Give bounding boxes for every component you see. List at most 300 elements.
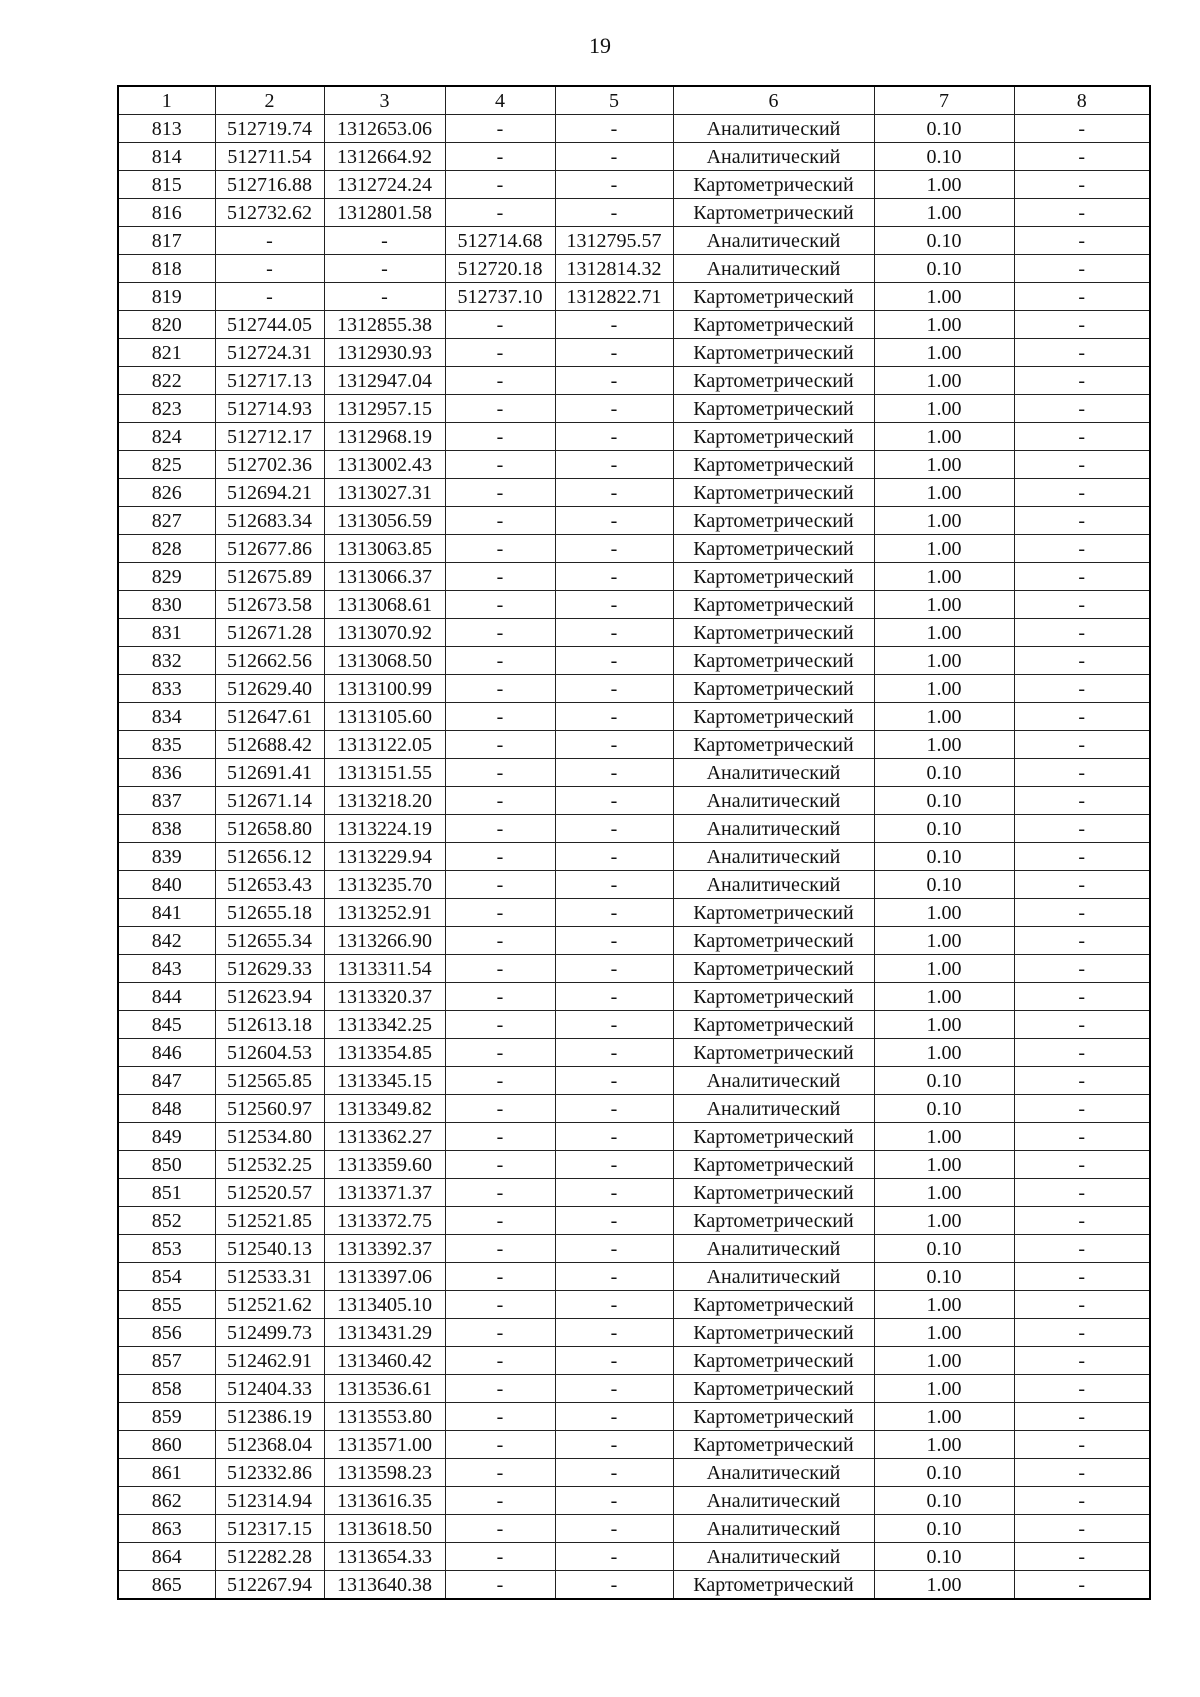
table-cell-col1: 838 (118, 815, 215, 843)
table-cell-col8: - (1014, 619, 1150, 647)
table-cell-col2: 512744.05 (215, 311, 324, 339)
table-cell-col1: 833 (118, 675, 215, 703)
table-cell-col6: Аналитический (673, 759, 874, 787)
table-cell-col5: - (555, 1431, 673, 1459)
table-row (118, 115, 1150, 143)
table-cell-col3: 1313311.54 (324, 955, 445, 983)
table-cell-col2: 512691.41 (215, 759, 324, 787)
table-row (118, 871, 1150, 899)
table-cell-col5: 1312814.32 (555, 255, 673, 283)
table-cell-col2: 512314.94 (215, 1487, 324, 1515)
table-cell-col7: 1.00 (874, 591, 1014, 619)
table-cell-col5: - (555, 1291, 673, 1319)
table-cell-col7: 1.00 (874, 1347, 1014, 1375)
table-cell-col1: 853 (118, 1235, 215, 1263)
table-cell-col8: - (1014, 115, 1150, 143)
table-cell-col2: 512629.40 (215, 675, 324, 703)
table-cell-col3: 1313392.37 (324, 1235, 445, 1263)
table-cell-col2: 512662.56 (215, 647, 324, 675)
table-cell-col6: Аналитический (673, 1543, 874, 1571)
table-cell-col7: 0.10 (874, 1515, 1014, 1543)
table-cell-col8: - (1014, 1235, 1150, 1263)
table-cell-col5: - (555, 731, 673, 759)
table-cell-col8: - (1014, 563, 1150, 591)
table-cell-col7: 1.00 (874, 1123, 1014, 1151)
table-cell-col3: 1313345.15 (324, 1067, 445, 1095)
table-cell-col4: 512720.18 (445, 255, 555, 283)
table-cell-col5: - (555, 1179, 673, 1207)
table-cell-col6: Картометрический (673, 1179, 874, 1207)
table-cell-col8: - (1014, 1011, 1150, 1039)
table-cell-col4: - (445, 1515, 555, 1543)
table-cell-col5: - (555, 507, 673, 535)
table-cell-col8: - (1014, 703, 1150, 731)
table-cell-col7: 0.10 (874, 115, 1014, 143)
table-cell-col4: 512714.68 (445, 227, 555, 255)
table-cell-col1: 814 (118, 143, 215, 171)
table-cell-col3: 1313063.85 (324, 535, 445, 563)
table-cell-col2: 512694.21 (215, 479, 324, 507)
table-cell-col4: - (445, 675, 555, 703)
table-cell-col4: - (445, 1123, 555, 1151)
table-cell-col6: Картометрический (673, 283, 874, 311)
table-cell-col2: 512532.25 (215, 1151, 324, 1179)
table-cell-col7: 1.00 (874, 899, 1014, 927)
table-cell-col2: 512462.91 (215, 1347, 324, 1375)
table-cell-col3: 1313354.85 (324, 1039, 445, 1067)
table-cell-col3: - (324, 227, 445, 255)
table-cell-col5: - (555, 311, 673, 339)
table-cell-col1: 840 (118, 871, 215, 899)
table-cell-col4: - (445, 591, 555, 619)
table-cell-col7: 0.10 (874, 871, 1014, 899)
table-cell-col2: 512521.62 (215, 1291, 324, 1319)
table-cell-col7: 0.10 (874, 759, 1014, 787)
table-cell-col5: - (555, 1375, 673, 1403)
table-cell-col7: 0.10 (874, 143, 1014, 171)
table-cell-col3: - (324, 283, 445, 311)
table-cell-col4: - (445, 1263, 555, 1291)
table-cell-col7: 1.00 (874, 367, 1014, 395)
coordinates-table (117, 85, 1151, 1600)
table-cell-col8: - (1014, 1487, 1150, 1515)
table-cell-col1: 849 (118, 1123, 215, 1151)
table-cell-col5: - (555, 1571, 673, 1600)
table-cell-col5: - (555, 535, 673, 563)
table-row (118, 1403, 1150, 1431)
table-row (118, 815, 1150, 843)
table-cell-col6: Картометрический (673, 1375, 874, 1403)
table-cell-col4: - (445, 507, 555, 535)
table-cell-col7: 1.00 (874, 1011, 1014, 1039)
table-cell-col5: - (555, 1235, 673, 1263)
table-cell-col6: Картометрический (673, 367, 874, 395)
table-cell-col8: - (1014, 871, 1150, 899)
table-cell-col4: - (445, 367, 555, 395)
table-cell-col2: 512673.58 (215, 591, 324, 619)
table-cell-col6: Аналитический (673, 1095, 874, 1123)
table-row (118, 591, 1150, 619)
table-cell-col8: - (1014, 227, 1150, 255)
table-cell-col1: 823 (118, 395, 215, 423)
table-cell-col2: 512717.13 (215, 367, 324, 395)
table-cell-col6: Картометрический (673, 1207, 874, 1235)
table-cell-col4: - (445, 339, 555, 367)
table-cell-col1: 863 (118, 1515, 215, 1543)
table-cell-col7: 0.10 (874, 1235, 1014, 1263)
table-cell-col2: 512656.12 (215, 843, 324, 871)
table-cell-col8: - (1014, 1319, 1150, 1347)
table-cell-col8: - (1014, 1431, 1150, 1459)
table-cell-col5: - (555, 423, 673, 451)
table-cell-col3: 1312801.58 (324, 199, 445, 227)
table-cell-col7: 1.00 (874, 1151, 1014, 1179)
table-cell-col2: 512716.88 (215, 171, 324, 199)
table-cell-col4: - (445, 871, 555, 899)
table-cell-col8: - (1014, 199, 1150, 227)
table-cell-col7: 0.10 (874, 1543, 1014, 1571)
table-cell-col7: 1.00 (874, 955, 1014, 983)
table-row (118, 1207, 1150, 1235)
column-header-2: 2 (215, 86, 324, 115)
table-cell-col1: 845 (118, 1011, 215, 1039)
table-cell-col5: - (555, 1319, 673, 1347)
table-cell-col7: 1.00 (874, 479, 1014, 507)
table-cell-col4: - (445, 731, 555, 759)
table-cell-col7: 0.10 (874, 1459, 1014, 1487)
table-cell-col8: - (1014, 983, 1150, 1011)
table-cell-col2: 512702.36 (215, 451, 324, 479)
table-cell-col8: - (1014, 1179, 1150, 1207)
table-cell-col7: 1.00 (874, 675, 1014, 703)
table-cell-col2: 512714.93 (215, 395, 324, 423)
table-cell-col1: 858 (118, 1375, 215, 1403)
table-cell-col2: 512711.54 (215, 143, 324, 171)
table-cell-col1: 851 (118, 1179, 215, 1207)
table-cell-col4: - (445, 1403, 555, 1431)
table-cell-col1: 847 (118, 1067, 215, 1095)
table-cell-col7: 0.10 (874, 227, 1014, 255)
table-cell-col4: - (445, 423, 555, 451)
table-cell-col4: - (445, 1347, 555, 1375)
table-row (118, 367, 1150, 395)
table-cell-col8: - (1014, 843, 1150, 871)
table-cell-col6: Картометрический (673, 1123, 874, 1151)
table-cell-col8: - (1014, 1515, 1150, 1543)
table-cell-col4: - (445, 1291, 555, 1319)
table-cell-col5: - (555, 1487, 673, 1515)
table-cell-col7: 1.00 (874, 1179, 1014, 1207)
table-cell-col3: 1313553.80 (324, 1403, 445, 1431)
table-cell-col2: 512724.31 (215, 339, 324, 367)
table-cell-col4: - (445, 1431, 555, 1459)
column-header-8: 8 (1014, 86, 1150, 115)
table-cell-col3: 1313571.00 (324, 1431, 445, 1459)
table-cell-col8: - (1014, 1151, 1150, 1179)
table-cell-col6: Картометрический (673, 675, 874, 703)
table-cell-col4: - (445, 1235, 555, 1263)
table-cell-col6: Аналитический (673, 143, 874, 171)
table-cell-col5: - (555, 1459, 673, 1487)
table-row (118, 1375, 1150, 1403)
table-cell-col6: Картометрический (673, 1431, 874, 1459)
table-body (118, 115, 1150, 1600)
table-cell-col1: 844 (118, 983, 215, 1011)
table-cell-col2: 512653.43 (215, 871, 324, 899)
table-cell-col5: - (555, 815, 673, 843)
table-cell-col8: - (1014, 283, 1150, 311)
table-cell-col6: Аналитический (673, 115, 874, 143)
table-cell-col3: 1313105.60 (324, 703, 445, 731)
table-cell-col1: 843 (118, 955, 215, 983)
table-cell-col2: 512332.86 (215, 1459, 324, 1487)
table-row (118, 199, 1150, 227)
table-cell-col5: 1312822.71 (555, 283, 673, 311)
table-cell-col3: 1313640.38 (324, 1571, 445, 1600)
table-cell-col5: - (555, 479, 673, 507)
table-cell-col7: 1.00 (874, 563, 1014, 591)
table-cell-col4: - (445, 563, 555, 591)
table-cell-col7: 1.00 (874, 1431, 1014, 1459)
table-cell-col4: - (445, 451, 555, 479)
table-row (118, 395, 1150, 423)
table-cell-col2: 512565.85 (215, 1067, 324, 1095)
table-cell-col7: 0.10 (874, 255, 1014, 283)
table-cell-col4: - (445, 983, 555, 1011)
table-cell-col6: Картометрический (673, 311, 874, 339)
table-cell-col4: - (445, 787, 555, 815)
table-cell-col4: - (445, 1095, 555, 1123)
table-row (118, 1291, 1150, 1319)
table-cell-col7: 0.10 (874, 843, 1014, 871)
table-cell-col1: 842 (118, 927, 215, 955)
table-cell-col1: 825 (118, 451, 215, 479)
table-cell-col4: 512737.10 (445, 283, 555, 311)
table-cell-col8: - (1014, 143, 1150, 171)
table-cell-col4: - (445, 619, 555, 647)
table-cell-col6: Картометрический (673, 591, 874, 619)
table-cell-col3: 1313371.37 (324, 1179, 445, 1207)
table-cell-col2: 512675.89 (215, 563, 324, 591)
table-cell-col3: - (324, 255, 445, 283)
table-row (118, 619, 1150, 647)
table-cell-col1: 817 (118, 227, 215, 255)
table-cell-col7: 1.00 (874, 1403, 1014, 1431)
table-row (118, 1179, 1150, 1207)
table-cell-col4: - (445, 311, 555, 339)
table-cell-col3: 1313229.94 (324, 843, 445, 871)
table-header (118, 86, 1150, 115)
table-row (118, 647, 1150, 675)
table-cell-col6: Картометрический (673, 1347, 874, 1375)
table-cell-col1: 821 (118, 339, 215, 367)
table-cell-col5: - (555, 339, 673, 367)
table-row (118, 899, 1150, 927)
table-cell-col7: 1.00 (874, 1375, 1014, 1403)
table-cell-col2: 512677.86 (215, 535, 324, 563)
table-cell-col8: - (1014, 423, 1150, 451)
table-cell-col4: - (445, 395, 555, 423)
table-cell-col6: Картометрический (673, 899, 874, 927)
column-header-6: 6 (673, 86, 874, 115)
table-cell-col1: 829 (118, 563, 215, 591)
table-cell-col7: 0.10 (874, 787, 1014, 815)
table-cell-col2: 512623.94 (215, 983, 324, 1011)
table-cell-col3: 1313100.99 (324, 675, 445, 703)
table-cell-col2: 512647.61 (215, 703, 324, 731)
table-cell-col7: 1.00 (874, 451, 1014, 479)
table-cell-col1: 864 (118, 1543, 215, 1571)
table-cell-col1: 820 (118, 311, 215, 339)
table-cell-col1: 857 (118, 1347, 215, 1375)
table-cell-col7: 1.00 (874, 731, 1014, 759)
table-cell-col2: 512671.28 (215, 619, 324, 647)
table-cell-col1: 854 (118, 1263, 215, 1291)
table-cell-col3: 1313066.37 (324, 563, 445, 591)
table-cell-col2: 512540.13 (215, 1235, 324, 1263)
table-cell-col3: 1313266.90 (324, 927, 445, 955)
table-cell-col6: Картометрический (673, 703, 874, 731)
table-cell-col5: - (555, 1067, 673, 1095)
table-cell-col3: 1313349.82 (324, 1095, 445, 1123)
table-cell-col3: 1313372.75 (324, 1207, 445, 1235)
table-cell-col1: 850 (118, 1151, 215, 1179)
table-cell-col5: - (555, 927, 673, 955)
table-cell-col8: - (1014, 1095, 1150, 1123)
table-cell-col1: 841 (118, 899, 215, 927)
table-cell-col5: - (555, 871, 673, 899)
table-cell-col5: - (555, 787, 673, 815)
table-row (118, 563, 1150, 591)
table-row (118, 1487, 1150, 1515)
table-cell-col6: Аналитический (673, 787, 874, 815)
table-cell-col6: Картометрический (673, 479, 874, 507)
table-row (118, 1095, 1150, 1123)
table-cell-col5: - (555, 675, 673, 703)
table-row (118, 1543, 1150, 1571)
column-header-7: 7 (874, 86, 1014, 115)
table-cell-col4: - (445, 899, 555, 927)
table-cell-col2: - (215, 255, 324, 283)
table-cell-col6: Аналитический (673, 1067, 874, 1095)
table-cell-col7: 1.00 (874, 535, 1014, 563)
table-cell-col8: - (1014, 451, 1150, 479)
table-cell-col4: - (445, 1067, 555, 1095)
table-cell-col2: 512534.80 (215, 1123, 324, 1151)
table-cell-col4: - (445, 479, 555, 507)
table-cell-col7: 1.00 (874, 339, 1014, 367)
table-cell-col2: 512655.18 (215, 899, 324, 927)
table-cell-col3: 1313218.20 (324, 787, 445, 815)
page-number: 19 (589, 33, 611, 58)
table-cell-col3: 1312930.93 (324, 339, 445, 367)
table-cell-col6: Картометрический (673, 563, 874, 591)
table-cell-col3: 1313151.55 (324, 759, 445, 787)
table-cell-col1: 816 (118, 199, 215, 227)
table-cell-col7: 1.00 (874, 1291, 1014, 1319)
table-cell-col6: Аналитический (673, 1515, 874, 1543)
table-cell-col5: - (555, 199, 673, 227)
table-cell-col2: 512521.85 (215, 1207, 324, 1235)
table-cell-col8: - (1014, 927, 1150, 955)
table-cell-col6: Аналитический (673, 815, 874, 843)
table-cell-col6: Картометрический (673, 619, 874, 647)
table-row (118, 675, 1150, 703)
table-cell-col5: - (555, 1151, 673, 1179)
table-row (118, 955, 1150, 983)
table-cell-col4: - (445, 1179, 555, 1207)
table-cell-col6: Картометрический (673, 1039, 874, 1067)
table-cell-col6: Картометрический (673, 731, 874, 759)
table-row (118, 1123, 1150, 1151)
table-cell-col3: 1313397.06 (324, 1263, 445, 1291)
table-cell-col2: 512671.14 (215, 787, 324, 815)
table-cell-col6: Картометрический (673, 1291, 874, 1319)
table-cell-col2: 512613.18 (215, 1011, 324, 1039)
table-cell-col8: - (1014, 1123, 1150, 1151)
table-cell-col1: 826 (118, 479, 215, 507)
table-cell-col7: 1.00 (874, 283, 1014, 311)
table-cell-col6: Картометрический (673, 1319, 874, 1347)
table-row (118, 507, 1150, 535)
table-cell-col3: 1313224.19 (324, 815, 445, 843)
table-cell-col3: 1313405.10 (324, 1291, 445, 1319)
column-header-3: 3 (324, 86, 445, 115)
table-cell-col6: Аналитический (673, 1263, 874, 1291)
table-cell-col7: 1.00 (874, 311, 1014, 339)
table-cell-col6: Аналитический (673, 255, 874, 283)
table-row (118, 479, 1150, 507)
table-cell-col3: 1312855.38 (324, 311, 445, 339)
table-cell-col3: 1313342.25 (324, 1011, 445, 1039)
table-cell-col4: - (445, 1375, 555, 1403)
table-row (118, 1319, 1150, 1347)
table-cell-col3: 1313320.37 (324, 983, 445, 1011)
table-cell-col8: - (1014, 367, 1150, 395)
table-row (118, 451, 1150, 479)
table-cell-col4: - (445, 815, 555, 843)
table-cell-col7: 1.00 (874, 395, 1014, 423)
table-cell-col5: - (555, 1263, 673, 1291)
table-cell-col4: - (445, 647, 555, 675)
table-cell-col1: 856 (118, 1319, 215, 1347)
table-cell-col6: Картометрический (673, 171, 874, 199)
table-cell-col8: - (1014, 1459, 1150, 1487)
table-cell-col6: Аналитический (673, 843, 874, 871)
table-cell-col5: - (555, 1011, 673, 1039)
column-header-1: 1 (118, 86, 215, 115)
header-row (118, 86, 1150, 115)
table-row (118, 311, 1150, 339)
table-cell-col1: 834 (118, 703, 215, 731)
table-row (118, 535, 1150, 563)
table-cell-col4: - (445, 1039, 555, 1067)
table-cell-col3: 1313027.31 (324, 479, 445, 507)
table-cell-col8: - (1014, 395, 1150, 423)
table-cell-col6: Картометрический (673, 507, 874, 535)
table-cell-col4: - (445, 535, 555, 563)
table-cell-col3: 1313536.61 (324, 1375, 445, 1403)
table-row (118, 283, 1150, 311)
table-row (118, 1571, 1150, 1600)
table-row (118, 423, 1150, 451)
table-cell-col8: - (1014, 591, 1150, 619)
table-cell-col5: 1312795.57 (555, 227, 673, 255)
table-cell-col7: 0.10 (874, 1095, 1014, 1123)
table-cell-col8: - (1014, 1207, 1150, 1235)
table-cell-col7: 0.10 (874, 1067, 1014, 1095)
table-cell-col1: 836 (118, 759, 215, 787)
